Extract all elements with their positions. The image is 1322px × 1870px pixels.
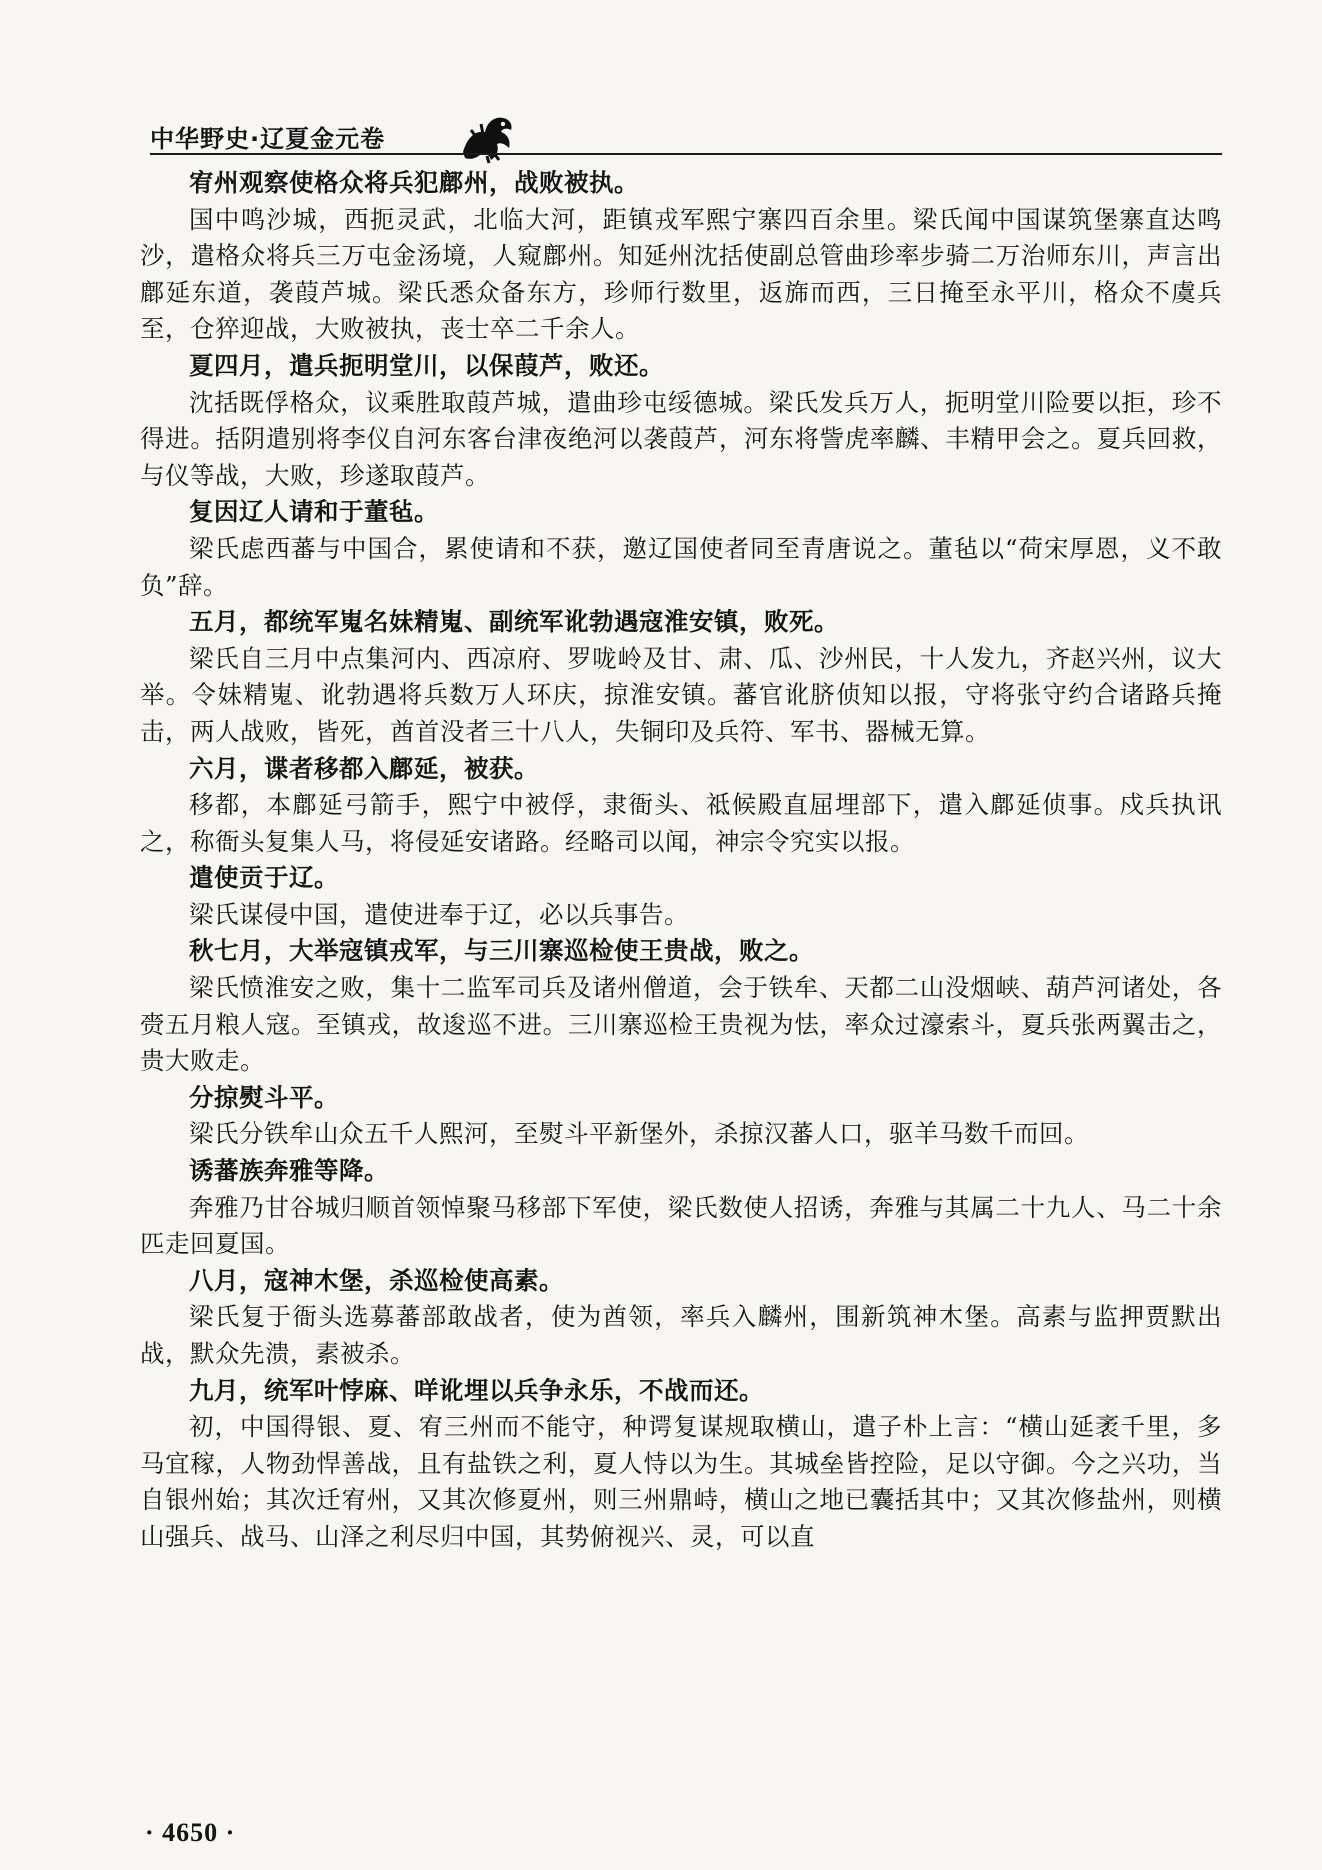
- entry-heading: 分掠熨斗平。: [189, 1082, 339, 1112]
- body-paragraph: 梁氏虑西蕃与中国合，累使请和不获，邀辽国使者同至青唐说之。董毡以“荷宋厚恩，义不敢负”辞。: [140, 533, 1222, 600]
- body-paragraph: 梁氏谋侵中国，遣使进奉于辽，必以兵事告。: [189, 899, 689, 929]
- entry-heading: 遣使贡于辽。: [189, 863, 339, 893]
- body-paragraph: 梁氏分铁牟山众五千人熙河，至熨斗平新堡外，杀掠汉蕃人口，驱羊马数千而回。: [189, 1119, 1089, 1149]
- entry-heading: 秋七月，大举寇镇戎军，与三川寨巡检使王贵战，败之。: [189, 936, 814, 966]
- entry-heading: 复因辽人请和于董毡。: [189, 497, 439, 527]
- body-paragraph: 移都，本鄜延弓箭手，熙宁中被俘，隶衙头、祗候殿直屈埋部下，遣入鄜延侦事。戍兵执讯之，称衙头复集人马，将侵延安诸路。经略司以闻，神宗令究实以报。: [140, 790, 1222, 856]
- dragon-emblem-icon: [457, 108, 519, 164]
- header-rule: [150, 153, 1222, 155]
- entry-heading: 宥州观察使格众将兵犯鄜州，战败被执。: [189, 168, 639, 197]
- entry-heading: 五月，都统军嵬名妹精嵬、副统军讹勃遇寇淮安镇，败死。: [189, 607, 839, 637]
- body-paragraph: 初，中国得银、夏、宥三州而不能守，种谔复谋规取横山，遣子朴上言：“横山延袤千里，多马宜稼，人物劲悍善战，且有盐铁之利，夏人恃以为生。其城垒皆控险，足以守御。今之兴功，当自银州始；其次迁宥州，又其次修夏州，则三州鼎峙，横山之地已囊括其中；又其次修盐州，则横山强兵、战马、山泽之利尽归中国，其势俯视兴、灵，可以直: [140, 1412, 1222, 1551]
- entry-heading: 九月，统军叶悖麻、咩讹埋以兵争永乐，不战而还。: [189, 1375, 764, 1405]
- body-paragraph: 沈括既俘格众，议乘胜取葭芦城，遣曲珍屯绥德城。梁氏发兵万人，扼明堂川险要以拒，珍不得进。括阴遣别将李仪自河东客台津夜绝河以袭葭芦，河东将訾虎率麟、丰精甲会之。夏兵回救，与仪等战，大败，珍遂取葭芦。: [140, 387, 1222, 490]
- body-paragraph: 国中鸣沙城，西扼灵武，北临大河，距镇戎军熙宁寨四百余里。梁氏闻中国谋筑堡寨直达鸣沙，遣格众将兵三万屯金汤境，人窥鄜州。知延州沈括使副总管曲珍率步骑二万治师东川，声言出鄜延东道，袭葭芦城。梁氏悉众备东方，珍师行数里，返旆而西，三日掩至永平川，格众不虞兵至，仓猝迎战，大败被执，丧士卒二千余人。: [140, 204, 1222, 344]
- entry-heading: 六月，谍者移都入鄜延，被获。: [189, 753, 539, 783]
- entry-heading: 夏四月，遣兵扼明堂川，以保葭芦，败还。: [189, 350, 664, 380]
- body-paragraph: 梁氏复于衙头选募蕃部敢战者，使为酋领，率兵入麟州，围新筑神木堡。高素与监押贾默出战，默众先溃，素被杀。: [140, 1302, 1222, 1368]
- book-title: 中华野史·辽夏金元卷: [150, 124, 386, 153]
- body-paragraph: 梁氏自三月中点集河内、西凉府、罗咙岭及甘、肃、瓜、沙州民，十人发九，齐赵兴州，议大举。令妹精嵬、讹勃遇将兵数万人环庆，掠淮安镇。蕃官讹脐侦知以报，守将张守约合诸路兵掩击，两人战败，皆死，酋首没者三十八人，失铜印及兵符、军书、器械无算。: [140, 643, 1222, 746]
- entry-heading: 诱蕃族奔雅等降。: [189, 1156, 389, 1186]
- running-header: [150, 108, 519, 164]
- page-number: · 4650 ·: [145, 1818, 236, 1847]
- body-paragraph: 梁氏愤淮安之败，集十二监军司兵及诸州僧道，会于铁牟、天都二山没烟峡、葫芦河诸处，各赍五月粮人寇。至镇戎，故逡巡不进。三川寨巡检王贵视为怯，率众过濠索斗，夏兵张两翼击之，贵大败走。: [140, 973, 1222, 1076]
- body-paragraph: 奔雅乃甘谷城归顺首领悼聚马移部下军使，梁氏数使人招诱，奔雅与其属二十九人、马二十余匹走回夏国。: [140, 1192, 1222, 1259]
- main-text: [140, 165, 1222, 1556]
- entry-heading: 八月，寇神木堡，杀巡检使高素。: [189, 1265, 564, 1295]
